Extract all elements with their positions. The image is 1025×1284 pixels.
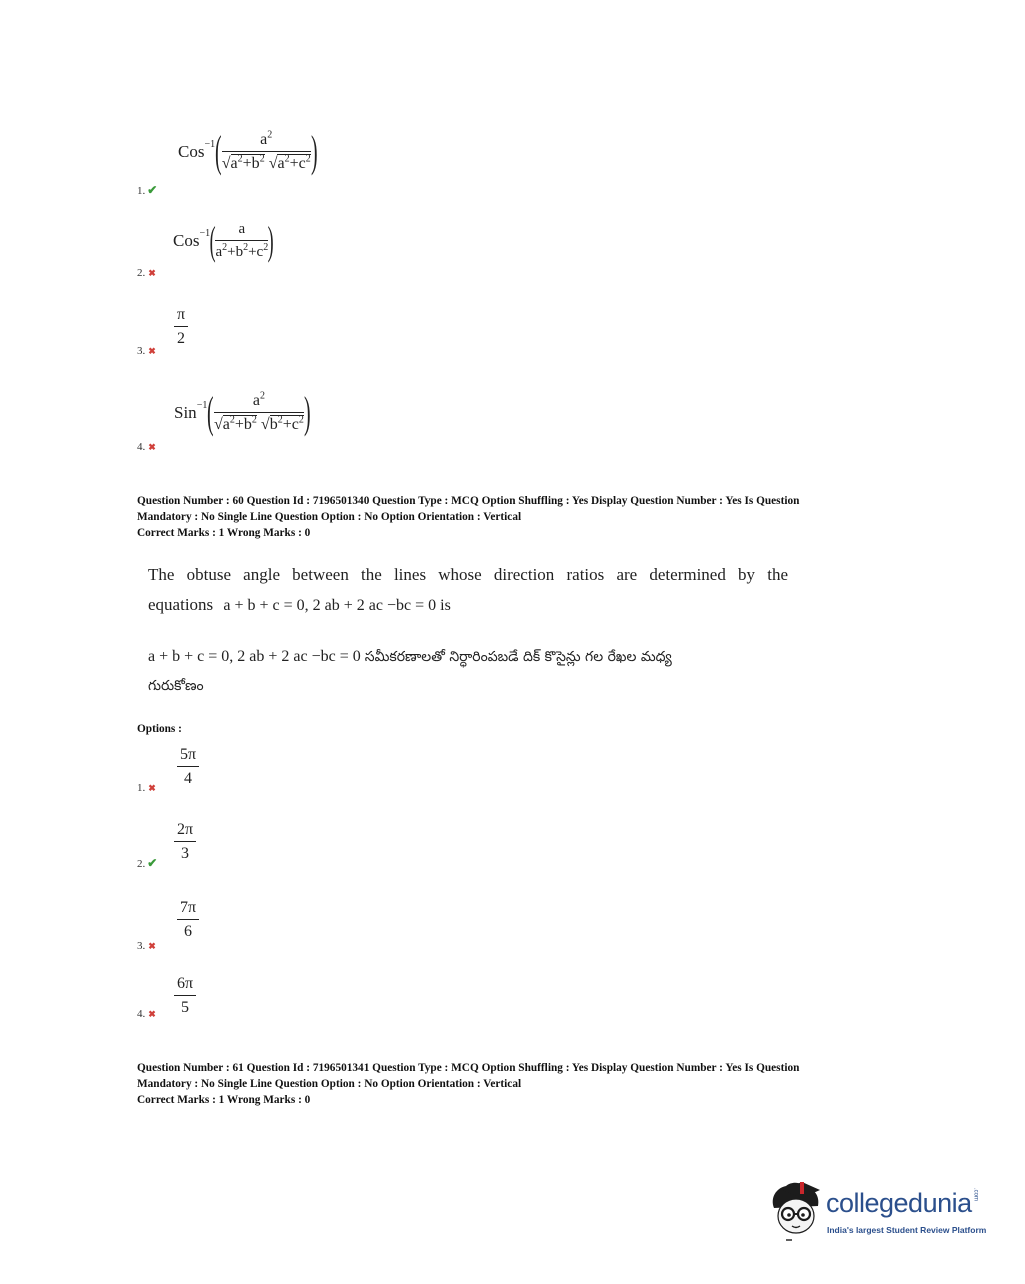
logo-wordmark [826,1188,979,1219]
q60-meta [137,494,897,542]
q60-option-2-formula [174,821,196,863]
prev-option-2-formula: Cos −1 ( $\frac{a}{a^2+b^2+c^2}$ ) [173,218,274,263]
cross-icon: ✖ [148,442,156,452]
q60-option-4-formula [174,975,196,1017]
q60-meta-line2: Mandatory : No Single Line Question Option : No Option Orientation : Vertical [137,510,522,523]
q60-telugu-line1: సమీకరణాలతో నిర్ధారింపబడే దిక్ కొసైన్లు గల రేఖల మధ్య [364,649,672,665]
q60-option-3-formula [177,899,199,941]
prev-option-4-formula: Sin −1 ( $\frac{a^2}{√a^2+b^2 √b^2+c^2}$ ) [174,388,311,437]
cross-icon: ✖ [148,268,156,278]
logo-suffix: .com [972,1188,979,1202]
numerator: a [260,131,268,148]
check-icon: ✔ [147,856,158,870]
denominator: 3 [181,845,190,862]
radicand-2: $a^2+c^2$ [277,153,311,172]
denominator: 2 [177,330,186,347]
q60-english-line2-a: equations [148,595,214,614]
mascot-icon [768,1178,826,1244]
numerator: a [238,221,246,237]
cross-icon: ✖ [148,1009,156,1019]
check-icon: ✔ [147,183,158,197]
denominator: 6 [184,923,193,940]
q60-option-2-marker: 2. ✔ [137,856,158,870]
q61-meta [137,1061,897,1109]
q60-option-1-formula [177,746,199,788]
numerator: π [177,306,186,323]
q60-option-3-marker: 3. ✖ [137,940,156,952]
q60-telugu-text [148,648,798,697]
function-name: Sin [174,403,197,422]
q60-options-label: Options : [137,723,182,735]
cross-icon: ✖ [148,941,156,951]
prev-option-4-marker: 4. ✖ [137,441,156,453]
radicand-1: $a^2+b^2$ [230,153,265,172]
prev-option-1-formula: Cos −1 ( $\frac{a^2}{√a^2+b^2 √a^2+c^2}$ ) [178,127,318,176]
prev-option-2-marker: 2. ✖ [137,267,156,279]
denominator: $a^2+b^2+c^2$ [215,242,269,260]
prev-option-3-formula [174,306,188,348]
q61-meta-line3: Correct Marks : 1 Wrong Marks : 0 [137,1094,311,1106]
radicand-2: $b^2+c^2$ [269,414,304,433]
q60-telugu-math: a + b + c = 0, 2 ab + 2 ac −bc = 0 [148,648,361,665]
q61-meta-line1: Question Number : 61 Question Id : 7196501341 Question Type : MCQ Option Shuffling : Yes Display Question Number : Yes Is Question [137,1062,800,1074]
logo-name: collegedunia [826,1188,972,1218]
numerator: a [252,392,260,409]
function-name: Cos [173,231,200,250]
numerator: 6π [177,975,194,992]
q60-meta-line3: Correct Marks : 1 Wrong Marks : 0 [137,527,311,539]
logo-tagline: India's largest Student Review Platform [827,1225,987,1235]
q60-english-text [148,565,788,615]
q60-option-1-marker: 1. ✖ [137,782,156,794]
denominator: 5 [181,999,190,1016]
prev-option-1-marker: 1. ✔ [137,183,158,197]
cross-icon: ✖ [148,783,156,793]
q60-option-4-marker: 4. ✖ [137,1008,156,1020]
denominator: 4 [184,770,193,787]
q61-meta-line2: Mandatory : No Single Line Question Option : No Option Orientation : Vertical [137,1077,522,1090]
sqrt-symbol: √ [221,155,231,172]
q60-meta-line1: Question Number : 60 Question Id : 7196501340 Question Type : MCQ Option Shuffling : Yes Display Question Number : Yes Is Question [137,495,800,507]
q60-telugu-line2: గురుకోణం [148,678,204,694]
cross-icon: ✖ [148,346,156,356]
q60-english-line2-b: a + b + c = 0, 2 ab + 2 ac −bc = 0 is [223,597,451,614]
radicand-1: $a^2+b^2$ [222,414,257,433]
function-name: Cos [178,142,205,161]
q60-english-line1: The obtuse angle between the lines whose direction ratios are determined by the [148,565,788,584]
numerator: 2π [177,821,194,838]
collegedunia-logo[interactable] [768,1176,993,1246]
prev-option-3-marker: 3. ✖ [137,345,156,357]
numerator: 7π [180,899,197,916]
numerator: 5π [180,746,197,763]
numerator-exponent: 2 [259,390,265,402]
numerator-exponent: 2 [267,129,273,141]
